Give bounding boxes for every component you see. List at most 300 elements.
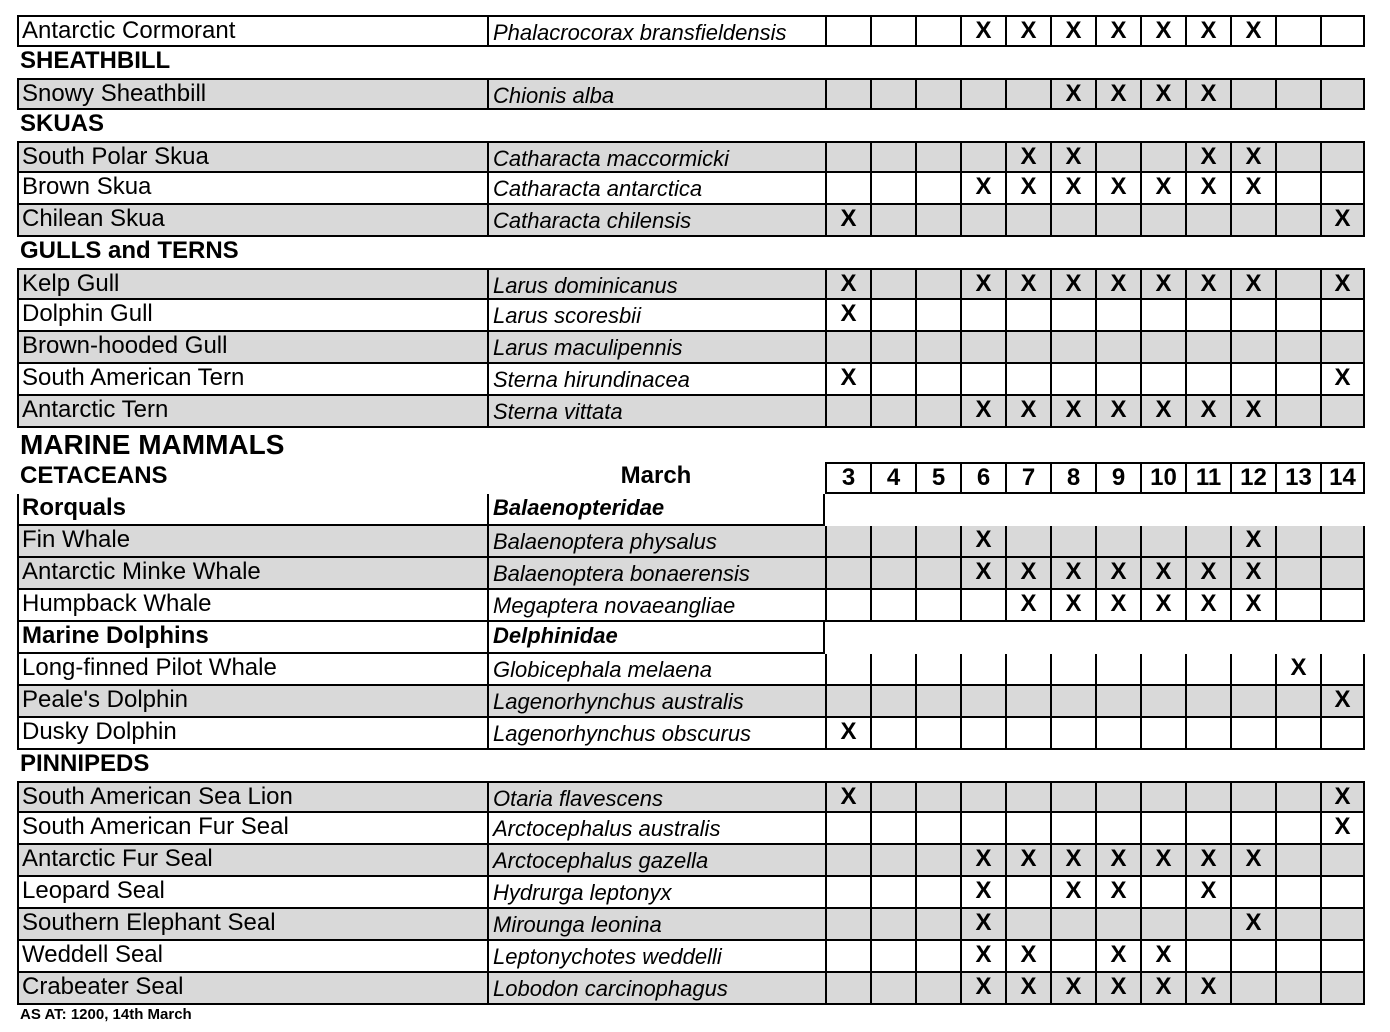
table-row [0,590,1390,622]
sighting-cell-day-14 [1320,973,1365,1005]
sighting-cell-day-11: X [1185,845,1230,877]
day-column-header: 11 [1185,462,1230,494]
sighting-cell-day-5 [915,654,960,686]
sighting-cell-day-5 [915,15,960,47]
sighting-cell-day-11: X [1185,141,1230,173]
common-name: Southern Elephant Seal [17,909,487,941]
sighting-cell-day-3: X [825,718,870,750]
sighting-cell-day-12: X [1230,845,1275,877]
sighting-cell-day-11: X [1185,558,1230,590]
row-header [0,47,1390,78]
sighting-cell-day-14 [1320,332,1365,364]
sighting-cell-day-6: X [960,941,1005,973]
sighting-cell-day-13 [1275,173,1320,205]
sighting-cell-day-7 [1005,877,1050,909]
sighting-cell-day-4 [870,396,915,428]
sighting-cell-day-9: X [1095,78,1140,110]
sighting-cell-day-12 [1230,300,1275,332]
scientific-name: Otaria flavescens [487,781,825,813]
sighting-cell-day-13 [1275,78,1320,110]
day-column-header: 13 [1275,462,1320,494]
table-row [0,332,1390,364]
sighting-cell-day-5 [915,332,960,364]
sighting-cell-day-10 [1140,781,1185,813]
sighting-cell-day-13 [1275,558,1320,590]
sighting-cell-day-7: X [1005,141,1050,173]
row-family [0,622,1390,654]
sighting-cell-day-4 [870,590,915,622]
sighting-cell-day-5 [915,141,960,173]
sighting-cell-day-3: X [825,300,870,332]
group-heading: GULLS and TERNS [20,237,239,264]
scientific-name: Lobodon carcinophagus [487,973,825,1005]
sighting-cell-day-10: X [1140,78,1185,110]
sighting-cell-day-12 [1230,364,1275,396]
table-row [0,877,1390,909]
sighting-cell-day-13 [1275,845,1320,877]
sighting-cell-day-12 [1230,813,1275,845]
row-header [0,110,1390,141]
common-name: Fin Whale [17,526,487,558]
sighting-cell-day-12: X [1230,590,1275,622]
sighting-cell-day-12: X [1230,15,1275,47]
sighting-cell-day-5 [915,686,960,718]
sighting-cell-day-6 [960,364,1005,396]
sighting-cell-day-5 [915,941,960,973]
sighting-cell-day-6 [960,78,1005,110]
sighting-cell-day-4 [870,300,915,332]
sighting-cell-day-13 [1275,364,1320,396]
sighting-cell-day-4 [870,718,915,750]
sighting-cell-day-11 [1185,941,1230,973]
table-row [0,173,1390,205]
sighting-cell-day-11: X [1185,973,1230,1005]
sighting-cell-day-3 [825,173,870,205]
sighting-cell-day-12: X [1230,526,1275,558]
sighting-cell-day-14 [1320,909,1365,941]
sighting-cell-day-3 [825,332,870,364]
scientific-name: Arctocephalus australis [487,813,825,845]
sighting-cell-day-14 [1320,941,1365,973]
row-header [0,237,1390,268]
sighting-cell-day-10: X [1140,15,1185,47]
common-name: Antarctic Fur Seal [17,845,487,877]
sighting-cell-day-14 [1320,173,1365,205]
sighting-cell-day-5 [915,396,960,428]
sighting-cell-day-11 [1185,686,1230,718]
common-name: Antarctic Tern [17,396,487,428]
sighting-cell-day-5 [915,526,960,558]
sighting-cell-day-7 [1005,205,1050,237]
sighting-cell-day-14 [1320,15,1365,47]
sighting-cell-day-13 [1275,909,1320,941]
sighting-cell-day-11 [1185,300,1230,332]
scientific-name: Balaenoptera bonaerensis [487,558,825,590]
sighting-cell-day-10: X [1140,396,1185,428]
sighting-cell-day-6: X [960,526,1005,558]
sighting-cell-day-13 [1275,141,1320,173]
sighting-cell-day-13 [1275,300,1320,332]
sighting-cell-day-12 [1230,973,1275,1005]
sighting-cell-day-9 [1095,909,1140,941]
scientific-name: Chionis alba [487,78,825,110]
sighting-cell-day-10 [1140,526,1185,558]
sighting-cell-day-13 [1275,526,1320,558]
sighting-cell-day-8 [1050,909,1095,941]
sighting-cell-day-10 [1140,205,1185,237]
sighting-cell-day-12 [1230,941,1275,973]
sighting-cell-day-4 [870,781,915,813]
as-at-footer: AS AT: 1200, 14th March [20,1006,192,1023]
sighting-cell-day-8: X [1050,78,1095,110]
sighting-cell-day-11: X [1185,173,1230,205]
table-row [0,781,1390,813]
sighting-cell-day-10 [1140,300,1185,332]
sighting-cell-day-9 [1095,526,1140,558]
row-big [0,428,1390,462]
sighting-cell-day-6 [960,332,1005,364]
table-row [0,364,1390,396]
sighting-cell-day-8: X [1050,268,1095,300]
sighting-cell-day-3 [825,78,870,110]
sighting-cell-day-11: X [1185,590,1230,622]
sighting-cell-day-9 [1095,654,1140,686]
day-column-header: 12 [1230,462,1275,494]
sighting-cell-day-5 [915,973,960,1005]
sighting-cell-day-8 [1050,813,1095,845]
sighting-cell-day-14 [1320,396,1365,428]
common-name: South American Sea Lion [17,781,487,813]
sighting-cell-day-13: X [1275,654,1320,686]
sighting-cell-day-5 [915,364,960,396]
sighting-cell-day-9 [1095,813,1140,845]
sighting-cell-day-10: X [1140,941,1185,973]
scientific-name: Balaenoptera physalus [487,526,825,558]
scientific-name: Globicephala melaena [487,654,825,686]
sighting-cell-day-13 [1275,718,1320,750]
month-label: March [620,462,692,489]
table-row [0,558,1390,590]
scientific-name: Larus dominicanus [487,268,825,300]
sighting-cell-day-10 [1140,364,1185,396]
sighting-cell-day-4 [870,813,915,845]
common-name: Chilean Skua [17,205,487,237]
sighting-cell-day-13 [1275,877,1320,909]
sighting-cell-day-10 [1140,877,1185,909]
sighting-cell-day-6: X [960,973,1005,1005]
sighting-cell-day-4 [870,909,915,941]
sighting-cell-day-7: X [1005,845,1050,877]
sighting-cell-day-9 [1095,364,1140,396]
group-heading: SKUAS [20,110,105,137]
sighting-cell-day-14: X [1320,813,1365,845]
sighting-cell-day-9: X [1095,877,1140,909]
day-column-header: 9 [1095,462,1140,494]
sighting-cell-day-9 [1095,205,1140,237]
sighting-cell-day-6 [960,813,1005,845]
sighting-cell-day-14 [1320,558,1365,590]
sighting-cell-day-10: X [1140,173,1185,205]
sighting-cell-day-5 [915,909,960,941]
table-row [0,845,1390,877]
scientific-name: Larus maculipennis [487,332,825,364]
sighting-cell-day-5 [915,300,960,332]
table-row [0,205,1390,237]
sighting-cell-day-12 [1230,877,1275,909]
sighting-cell-day-7 [1005,78,1050,110]
sighting-cell-day-5 [915,718,960,750]
sighting-cell-day-4 [870,268,915,300]
sighting-cell-day-3 [825,686,870,718]
sighting-cell-day-13 [1275,781,1320,813]
sighting-cell-day-8: X [1050,590,1095,622]
sighting-cell-day-4 [870,78,915,110]
sighting-cell-day-8 [1050,941,1095,973]
scientific-name: Larus scoresbii [487,300,825,332]
sighting-cell-day-9 [1095,781,1140,813]
sighting-cell-day-3 [825,654,870,686]
sighting-cell-day-4 [870,845,915,877]
sighting-cell-day-10: X [1140,845,1185,877]
sighting-cell-day-8 [1050,686,1095,718]
row-family [0,494,1390,526]
sighting-cell-day-14 [1320,300,1365,332]
sighting-cell-day-4 [870,877,915,909]
sighting-cell-day-4 [870,15,915,47]
sighting-cell-day-7: X [1005,973,1050,1005]
scientific-name: Catharacta maccormicki [487,141,825,173]
sighting-cell-day-10 [1140,686,1185,718]
table-row [0,718,1390,750]
sighting-cell-day-13 [1275,332,1320,364]
sighting-cell-day-7 [1005,526,1050,558]
sighting-cell-day-5 [915,558,960,590]
sighting-cell-day-9: X [1095,268,1140,300]
sighting-cell-day-7: X [1005,396,1050,428]
sighting-cell-day-7 [1005,654,1050,686]
sighting-cell-day-4 [870,332,915,364]
sighting-cell-day-11 [1185,205,1230,237]
sighting-cell-day-5 [915,877,960,909]
sighting-cell-day-3 [825,558,870,590]
scientific-name: Phalacrocorax bransfieldensis [487,15,825,47]
day-column-header: 8 [1050,462,1095,494]
sighting-cell-day-3: X [825,781,870,813]
sighting-cell-day-8 [1050,364,1095,396]
sighting-cell-day-9: X [1095,590,1140,622]
common-name: Snowy Sheathbill [17,78,487,110]
sighting-cell-day-9 [1095,141,1140,173]
sighting-cell-day-14: X [1320,205,1365,237]
sighting-cell-day-11 [1185,332,1230,364]
sighting-cell-day-4 [870,526,915,558]
sighting-cell-day-5 [915,590,960,622]
sighting-cell-day-4 [870,364,915,396]
common-name: Antarctic Cormorant [17,15,487,47]
sighting-cell-day-7: X [1005,268,1050,300]
sighting-cell-day-8 [1050,654,1095,686]
sighting-cell-day-14: X [1320,268,1365,300]
sighting-cell-day-14: X [1320,686,1365,718]
table-row [0,686,1390,718]
sighting-cell-day-12 [1230,718,1275,750]
sighting-cell-day-6: X [960,877,1005,909]
sighting-cell-day-8: X [1050,877,1095,909]
sighting-cell-day-8 [1050,300,1095,332]
common-name: Peale's Dolphin [17,686,487,718]
common-name: Long-finned Pilot Whale [17,654,487,686]
sighting-cell-day-10: X [1140,590,1185,622]
sighting-cell-day-12 [1230,332,1275,364]
scientific-name: Sterna hirundinacea [487,364,825,396]
sighting-cell-day-3 [825,973,870,1005]
table-row [0,396,1390,428]
sighting-cell-day-6 [960,590,1005,622]
sighting-cell-day-3 [825,526,870,558]
scientific-name: Leptonychotes weddelli [487,941,825,973]
sighting-cell-day-7: X [1005,558,1050,590]
common-name: South Polar Skua [17,141,487,173]
common-name: Kelp Gull [17,268,487,300]
sighting-cell-day-8: X [1050,973,1095,1005]
sighting-cell-day-5 [915,813,960,845]
sighting-cell-day-6: X [960,15,1005,47]
sighting-cell-day-4 [870,686,915,718]
sighting-cell-day-6 [960,781,1005,813]
sighting-cell-day-10 [1140,141,1185,173]
sighting-cell-day-7 [1005,813,1050,845]
sighting-cell-day-7 [1005,300,1050,332]
sighting-cell-day-7 [1005,718,1050,750]
sighting-cell-day-9: X [1095,973,1140,1005]
sighting-cell-day-11: X [1185,396,1230,428]
sighting-cell-day-8: X [1050,396,1095,428]
sighting-cell-day-10 [1140,909,1185,941]
sighting-cell-day-3 [825,845,870,877]
sighting-cell-day-9: X [1095,15,1140,47]
sighting-cell-day-14: X [1320,364,1365,396]
sighting-cell-day-6: X [960,558,1005,590]
sighting-cell-day-11: X [1185,268,1230,300]
sighting-cell-day-8 [1050,781,1095,813]
sighting-cell-day-5 [915,845,960,877]
sighting-cell-day-11: X [1185,15,1230,47]
day-column-header: 4 [870,462,915,494]
sighting-cell-day-14 [1320,877,1365,909]
sighting-cell-day-11 [1185,781,1230,813]
group-heading: SHEATHBILL [20,47,171,74]
scientific-name: Catharacta chilensis [487,205,825,237]
sighting-cell-day-13 [1275,973,1320,1005]
sighting-cell-day-12: X [1230,396,1275,428]
sighting-cell-day-4 [870,205,915,237]
sighting-cell-day-8 [1050,205,1095,237]
scientific-name: Lagenorhynchus australis [487,686,825,718]
sighting-cell-day-13 [1275,590,1320,622]
sighting-cell-day-8: X [1050,15,1095,47]
group-heading: CETACEANS [20,462,168,489]
sighting-cell-day-9: X [1095,558,1140,590]
sighting-cell-day-11: X [1185,78,1230,110]
sighting-cell-day-7 [1005,781,1050,813]
sighting-cell-day-8 [1050,526,1095,558]
scientific-name: Megaptera novaeangliae [487,590,825,622]
sighting-cell-day-11 [1185,364,1230,396]
common-name: South American Tern [17,364,487,396]
sighting-cell-day-10 [1140,813,1185,845]
sighting-cell-day-11 [1185,718,1230,750]
sighting-cell-day-9: X [1095,396,1140,428]
sighting-cell-day-3 [825,813,870,845]
common-name: Brown Skua [17,173,487,205]
sighting-cell-day-14: X [1320,781,1365,813]
sighting-cell-day-9 [1095,332,1140,364]
sighting-cell-day-5 [915,78,960,110]
common-name: Dusky Dolphin [17,718,487,750]
common-name: Humpback Whale [17,590,487,622]
common-name: Leopard Seal [17,877,487,909]
sighting-cell-day-7 [1005,332,1050,364]
sighting-cell-day-10: X [1140,268,1185,300]
sighting-cell-day-4 [870,558,915,590]
sighting-cell-day-13 [1275,396,1320,428]
scientific-name: Sterna vittata [487,396,825,428]
sighting-cell-day-12: X [1230,268,1275,300]
sighting-cell-day-8 [1050,332,1095,364]
sighting-cell-day-8 [1050,718,1095,750]
sighting-cell-day-6: X [960,845,1005,877]
sighting-cell-day-13 [1275,205,1320,237]
sighting-cell-day-5 [915,781,960,813]
sighting-cell-day-12: X [1230,558,1275,590]
day-column-header: 14 [1320,462,1365,494]
sighting-cell-day-9 [1095,718,1140,750]
table-row [0,909,1390,941]
scientific-name: Catharacta antarctica [487,173,825,205]
scientific-name: Mirounga leonina [487,909,825,941]
sighting-cell-day-6 [960,686,1005,718]
sighting-cell-day-12 [1230,205,1275,237]
sighting-cell-day-6: X [960,173,1005,205]
section-heading: MARINE MAMMALS [20,429,285,460]
row-dayheader [0,462,1390,494]
day-column-header: 10 [1140,462,1185,494]
scientific-name: Arctocephalus gazella [487,845,825,877]
scientific-name: Lagenorhynchus obscurus [487,718,825,750]
sighting-cell-day-5 [915,173,960,205]
sighting-cell-day-13 [1275,941,1320,973]
sighting-cell-day-11 [1185,909,1230,941]
sighting-cell-day-6: X [960,396,1005,428]
scientific-name: Hydrurga leptonyx [487,877,825,909]
sighting-cell-day-4 [870,941,915,973]
family-scientific-name: Delphinidae [487,622,825,654]
sighting-cell-day-3 [825,941,870,973]
sighting-cell-day-11: X [1185,877,1230,909]
sighting-cell-day-5 [915,205,960,237]
table-row [0,526,1390,558]
sighting-cell-day-8: X [1050,141,1095,173]
sighting-cell-day-8: X [1050,845,1095,877]
sighting-cell-day-3 [825,590,870,622]
sighting-cell-day-6: X [960,268,1005,300]
sighting-cell-day-8: X [1050,173,1095,205]
sighting-cell-day-12 [1230,654,1275,686]
sighting-cell-day-4 [870,654,915,686]
common-name: Antarctic Minke Whale [17,558,487,590]
common-name: Weddell Seal [17,941,487,973]
sighting-cell-day-10 [1140,654,1185,686]
